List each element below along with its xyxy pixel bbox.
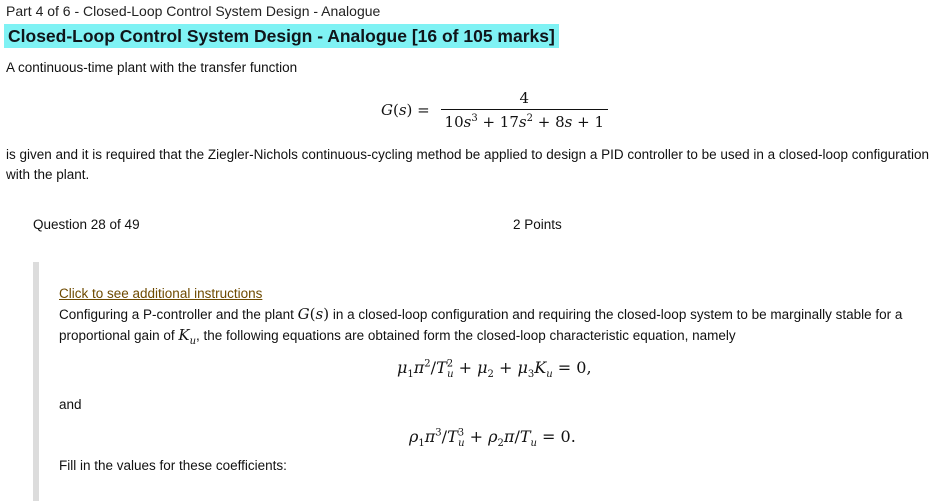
question-points: 2 Points	[513, 217, 562, 232]
question-number: Question 28 of 49	[33, 217, 140, 232]
equation-rho: $\rho_1\pi^3/T^3_u + \rho_2\pi/T_u = 0$.	[409, 427, 576, 450]
question-body	[59, 304, 939, 352]
part-label: Part 4 of 6 - Closed-Loop Control System Design - Analogue	[6, 3, 381, 19]
plant-symbol: G(s)	[297, 305, 330, 323]
intro-text-line1: is given and it is required that the Ziegler-Nichols continuous-cycling method be applied to design a PID controller to be used in a closed-loop configuration	[6, 147, 930, 162]
intro-text: A continuous-time plant with the transfer function	[6, 60, 298, 75]
transfer-function-fraction	[441, 89, 608, 131]
intro-text-continued	[6, 145, 946, 185]
fill-prompt: Fill in the values for these coefficients:	[59, 458, 287, 473]
equation-mu: $\mu_1\pi^2/T^2_u + \mu_2 + \mu_3K_u = 0$,	[397, 358, 592, 381]
question-body-part2: in a closed-loop configuration and requiring the closed-loop system to be marginally stable for a	[332, 307, 903, 322]
additional-instructions-link[interactable]: Click to see additional instructions	[59, 286, 263, 301]
transfer-function-denominator: $10s^3 + 17s^2 + 8s + 1$	[441, 109, 608, 131]
and-label: and	[59, 397, 82, 412]
ultimate-gain-symbol: $K_u$	[178, 326, 197, 347]
intro-text-line2: with the plant.	[6, 167, 90, 182]
transfer-function-numerator: 4	[519, 89, 530, 107]
question-body-part3: proportional gain of	[59, 328, 175, 343]
question-left-bar	[33, 262, 39, 501]
section-title: Closed-Loop Control System Design - Analogue [16 of 105 marks]	[4, 24, 559, 48]
question-body-part4: , the following equations are obtained form the closed-loop characteristic equation, namely	[196, 328, 736, 343]
transfer-function: G(s) = $\frac{4}{10s^3 + 17s^2 + 8s + 1}$	[381, 89, 608, 131]
question-body-part1: Configuring a P-controller and the plant	[59, 307, 294, 322]
